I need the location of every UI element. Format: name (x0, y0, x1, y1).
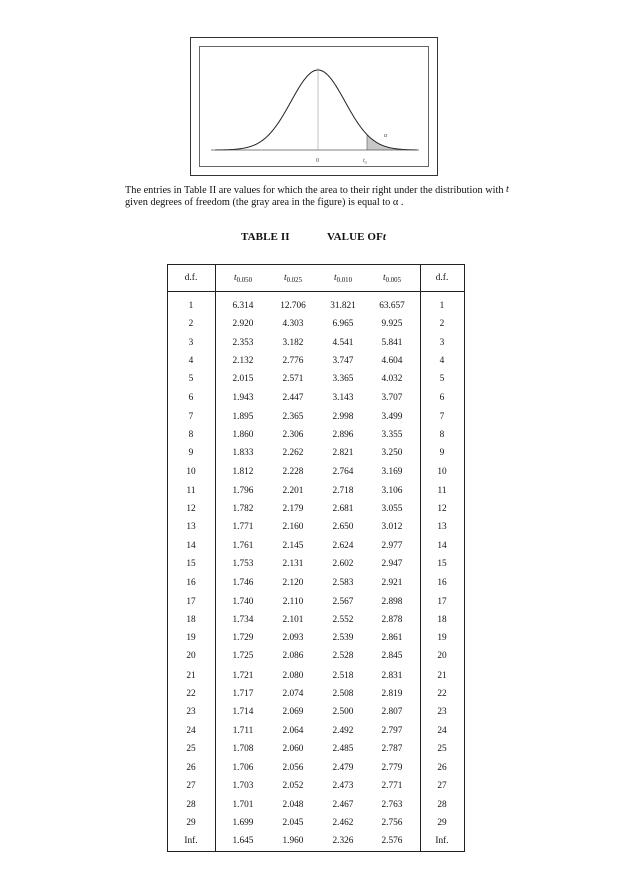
cell-t0050: 2.015 (232, 374, 254, 385)
cell-t0010: 2.552 (332, 614, 354, 625)
cell-t0005: 2.756 (381, 817, 403, 828)
cell-t0050: 1.721 (232, 670, 254, 681)
cell-df-left: 18 (186, 614, 196, 625)
cell-df-left: 4 (188, 355, 194, 366)
cell-t0010: 2.583 (332, 578, 354, 589)
cell-t0050: 1.796 (232, 485, 254, 496)
cell-t0025: 2.145 (282, 540, 304, 551)
cell-t0005: 3.355 (381, 430, 403, 440)
cell-df-right: 17 (437, 596, 447, 607)
cell-t0050: 1.699 (232, 817, 254, 828)
cell-df-right: 11 (437, 485, 447, 496)
zero-label: 0 (316, 158, 319, 164)
cell-t0005: 3.707 (381, 393, 403, 404)
cell-t0050: 1.701 (232, 799, 254, 810)
cell-df-left: 28 (186, 799, 196, 810)
cell-t0050: 1.895 (232, 411, 254, 422)
cell-t0010: 2.567 (332, 596, 354, 607)
distribution-figure (190, 37, 438, 176)
cell-t0050: 1.645 (232, 836, 254, 847)
cell-t0010: 4.541 (332, 337, 354, 348)
cell-df-left: 13 (186, 522, 196, 533)
cell-t0005: 2.819 (381, 688, 403, 699)
cell-df-right: 19 (437, 633, 447, 644)
cell-t0050: 1.753 (232, 559, 254, 569)
cell-t0025: 2.069 (282, 707, 304, 718)
cell-df-left: 11 (186, 485, 196, 496)
distribution-plot (191, 38, 439, 177)
cell-t0050: 2.132 (232, 355, 254, 366)
cell-t0025: 2.776 (282, 355, 304, 366)
cell-t0005: 2.898 (381, 596, 403, 607)
cell-df-left: 21 (186, 670, 196, 681)
table-title: TABLE II (241, 231, 290, 243)
cell-df-left: 14 (186, 540, 196, 551)
cell-t0025: 2.045 (282, 817, 304, 828)
cell-t0025: 2.571 (282, 374, 304, 385)
table-divider-left (215, 265, 216, 851)
cell-t0050: 1.725 (232, 651, 254, 662)
table-divider-right (420, 265, 421, 851)
cell-t0050: 1.833 (232, 448, 254, 459)
cell-t0050: 1.711 (232, 725, 254, 736)
cell-t0050: 2.920 (232, 319, 254, 330)
cell-t0010: 2.500 (332, 707, 354, 718)
cell-t0005: 3.169 (381, 466, 403, 477)
cell-df-right: 13 (437, 522, 447, 533)
table-caption: The entries in Table II are values for which the area to their right under the distribution with given degrees of freedom (the gray area in the figure) is equal to α . (125, 185, 504, 208)
cell-df-left: 1 (188, 301, 194, 311)
cell-t0025: 2.365 (282, 411, 304, 422)
header-t0050: $t_{0.050}$ (234, 273, 252, 284)
cell-t0025: 1.960 (282, 836, 304, 847)
cell-t0005: 2.763 (381, 799, 403, 810)
cell-t0005: 3.012 (381, 522, 403, 533)
cell-t0005: 63.657 (379, 301, 405, 311)
cell-t0005: 2.779 (381, 763, 403, 773)
cell-t0010: 2.462 (332, 817, 354, 828)
cell-df-left: 20 (186, 651, 196, 662)
cell-df-left: 10 (186, 466, 196, 477)
cell-df-left: 19 (186, 633, 196, 644)
cell-t0010: 2.624 (332, 540, 354, 551)
cell-t0005: 2.977 (381, 540, 403, 551)
cell-t0005: 2.831 (381, 670, 403, 681)
cell-df-right: 12 (437, 504, 447, 515)
cell-t0050: 1.782 (232, 504, 254, 515)
cell-t0050: 2.353 (232, 337, 254, 348)
cell-t0025: 2.228 (282, 466, 304, 477)
cell-df-right: 3 (439, 337, 445, 348)
cell-t0050: 1.740 (232, 596, 254, 607)
cell-df-left: 6 (188, 393, 194, 404)
cell-t0010: 2.528 (332, 651, 354, 662)
header-t0025: $t_{0.025}$ (284, 273, 302, 284)
cell-t0010: 2.467 (332, 799, 354, 810)
cell-t0050: 1.706 (232, 763, 254, 773)
cell-t0010: 2.508 (332, 688, 354, 699)
table-subtitle: VALUE OFt (327, 231, 387, 243)
cell-t0005: 2.921 (381, 578, 403, 589)
cell-df-left: 22 (186, 688, 196, 699)
cell-df-left: 17 (186, 596, 196, 607)
cell-df-left: 15 (186, 559, 196, 569)
cell-t0025: 2.056 (282, 763, 304, 773)
cell-t0025: 2.060 (282, 743, 304, 754)
cell-df-right: 1 (439, 301, 445, 311)
cell-t0005: 3.499 (381, 411, 403, 422)
cell-t0005: 2.576 (381, 836, 403, 847)
header-df-left: d.f. (184, 273, 198, 283)
cell-df-right: 18 (437, 614, 447, 625)
cell-t0010: 2.518 (332, 670, 354, 681)
cell-t0025: 2.052 (282, 781, 304, 792)
cell-t0005: 2.947 (381, 559, 403, 569)
cell-t0050: 1.734 (232, 614, 254, 625)
cell-t0010: 3.143 (332, 393, 354, 404)
cell-t0010: 2.764 (332, 466, 354, 477)
cell-t0025: 2.101 (282, 614, 304, 625)
cell-t0005: 9.925 (381, 319, 403, 330)
cell-t0025: 2.179 (282, 504, 304, 515)
cell-df-right: 29 (437, 817, 447, 828)
cell-df-left: 9 (188, 448, 194, 459)
cell-t0010: 3.747 (332, 355, 354, 366)
cell-t0010: 2.485 (332, 743, 354, 754)
cell-df-left: 27 (186, 781, 196, 792)
cell-df-right: 16 (437, 578, 447, 589)
cell-t0025: 2.080 (282, 670, 304, 681)
cell-t0025: 3.182 (282, 337, 304, 348)
cell-df-right: 21 (437, 670, 447, 681)
cell-df-right: 28 (437, 799, 447, 810)
caption-t-symbol: t (506, 184, 509, 195)
cell-t0025: 2.131 (282, 559, 304, 569)
cell-t0005: 3.250 (381, 448, 403, 459)
cell-t0025: 2.086 (282, 651, 304, 662)
cell-df-right: 24 (437, 725, 447, 736)
cell-t0010: 2.326 (332, 836, 354, 847)
cell-df-right: 14 (437, 540, 447, 551)
cell-t0010: 3.365 (332, 374, 354, 385)
t-alpha-label: $t_\alpha$ (363, 158, 367, 165)
cell-t0010: 2.821 (332, 448, 354, 459)
header-t0010: $t_{0.010}$ (334, 273, 352, 284)
cell-df-left: Inf. (184, 836, 198, 847)
cell-t0010: 2.492 (332, 725, 354, 736)
cell-df-right: 15 (437, 559, 447, 569)
header-t0005: $t_{0.005}$ (383, 273, 401, 284)
cell-t0050: 1.771 (232, 522, 254, 533)
cell-t0005: 5.841 (381, 337, 403, 348)
cell-t0010: 2.718 (332, 485, 354, 496)
cell-t0050: 1.717 (232, 688, 254, 699)
header-df-right: d.f. (435, 273, 449, 283)
cell-t0010: 31.821 (330, 301, 356, 311)
cell-t0005: 4.032 (381, 374, 403, 385)
cell-df-left: 24 (186, 725, 196, 736)
cell-t0050: 1.761 (232, 540, 254, 551)
cell-t0025: 12.706 (280, 301, 306, 311)
cell-t0005: 2.861 (381, 633, 403, 644)
cell-t0005: 2.878 (381, 614, 403, 625)
table-border-right (464, 265, 465, 851)
cell-t0005: 4.604 (381, 355, 403, 366)
cell-t0010: 2.479 (332, 763, 354, 773)
cell-t0025: 2.201 (282, 485, 304, 496)
cell-t0025: 2.064 (282, 725, 304, 736)
cell-t0010: 2.896 (332, 430, 354, 440)
cell-df-left: 25 (186, 743, 196, 754)
cell-t0010: 6.965 (332, 319, 354, 330)
cell-t0050: 1.860 (232, 430, 254, 440)
cell-df-right: 8 (439, 430, 445, 440)
cell-t0010: 2.681 (332, 504, 354, 515)
table-border-left (167, 265, 168, 851)
cell-t0025: 2.074 (282, 688, 304, 699)
cell-df-left: 26 (186, 763, 196, 773)
cell-df-left: 16 (186, 578, 196, 589)
cell-df-left: 3 (188, 337, 194, 348)
cell-t0010: 2.539 (332, 633, 354, 644)
cell-t0010: 2.998 (332, 411, 354, 422)
alpha-label: α (384, 133, 388, 139)
cell-t0025: 2.447 (282, 393, 304, 404)
cell-df-right: Inf. (435, 836, 449, 847)
cell-df-right: 4 (439, 355, 445, 366)
cell-t0025: 2.093 (282, 633, 304, 644)
cell-df-left: 29 (186, 817, 196, 828)
cell-df-right: 9 (439, 448, 445, 459)
cell-t0005: 2.807 (381, 707, 403, 718)
cell-t0050: 1.708 (232, 743, 254, 754)
cell-df-right: 23 (437, 707, 447, 718)
cell-df-right: 25 (437, 743, 447, 754)
cell-t0005: 2.787 (381, 743, 403, 754)
cell-df-right: 2 (439, 319, 445, 330)
cell-t0005: 3.106 (381, 485, 403, 496)
cell-t0050: 1.943 (232, 393, 254, 404)
cell-t0050: 1.746 (232, 578, 254, 589)
cell-df-right: 10 (437, 466, 447, 477)
cell-df-left: 5 (188, 374, 194, 385)
cell-t0010: 2.602 (332, 559, 354, 569)
cell-df-right: 26 (437, 763, 447, 773)
cell-t0010: 2.650 (332, 522, 354, 533)
cell-df-left: 12 (186, 504, 196, 515)
cell-t0005: 2.845 (381, 651, 403, 662)
cell-t0025: 2.160 (282, 522, 304, 533)
cell-df-right: 27 (437, 781, 447, 792)
cell-df-left: 8 (188, 430, 194, 440)
cell-df-right: 22 (437, 688, 447, 699)
cell-t0050: 6.314 (232, 301, 254, 311)
cell-t0050: 1.812 (232, 466, 254, 477)
cell-t0005: 2.771 (381, 781, 403, 792)
t-values-table (167, 264, 465, 852)
cell-t0025: 2.120 (282, 578, 304, 589)
cell-df-right: 20 (437, 651, 447, 662)
cell-t0050: 1.714 (232, 707, 254, 718)
cell-df-left: 2 (188, 319, 194, 330)
cell-df-right: 5 (439, 374, 445, 385)
cell-t0010: 2.473 (332, 781, 354, 792)
cell-t0025: 2.110 (282, 596, 304, 607)
cell-t0005: 2.797 (381, 725, 403, 736)
cell-df-left: 23 (186, 707, 196, 718)
cell-t0025: 2.306 (282, 430, 304, 440)
cell-t0025: 2.048 (282, 799, 304, 810)
cell-df-right: 7 (439, 411, 445, 422)
cell-df-left: 7 (188, 411, 194, 422)
cell-t0025: 2.262 (282, 448, 304, 459)
cell-t0025: 4.303 (282, 319, 304, 330)
cell-t0050: 1.729 (232, 633, 254, 644)
cell-df-right: 6 (439, 393, 445, 404)
cell-t0050: 1.703 (232, 781, 254, 792)
header-rule (167, 291, 465, 292)
cell-t0005: 3.055 (381, 504, 403, 515)
